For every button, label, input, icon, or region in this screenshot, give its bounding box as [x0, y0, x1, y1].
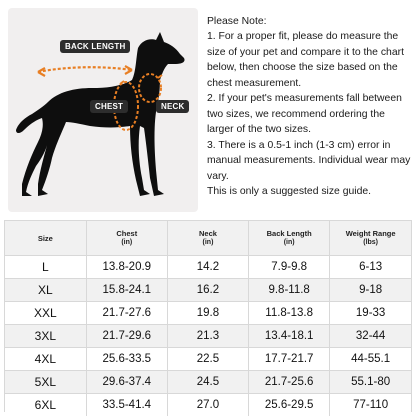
back-length-cell: 13.4-18.1 — [249, 325, 330, 348]
back-length-cell: 9.8-11.8 — [249, 279, 330, 302]
note-item-1: 1. For a proper fit, please do measure the size of your pet and compare it to the chart below, then choose the size based on the chest measurement. — [207, 31, 404, 89]
please-note-text — [207, 14, 411, 199]
table-row — [5, 256, 411, 279]
back-length-cell: 21.7-25.6 — [249, 371, 330, 394]
chest-cell: 15.8-24.1 — [86, 279, 167, 302]
note-item-2: 2. If your pet's measurements fall between two sizes, we recommend ordering the larger of the two sizes. — [207, 93, 402, 136]
size-cell: 3XL — [5, 325, 86, 348]
back-length-cell: 25.6-29.5 — [249, 394, 330, 416]
weight-cell: 55.1-80 — [330, 371, 411, 394]
table-row — [5, 325, 411, 348]
table-row — [5, 371, 411, 394]
size-chart-table — [4, 220, 412, 412]
weight-cell: 44-55.1 — [330, 348, 411, 371]
weight-cell: 77-110 — [330, 394, 411, 416]
chest-cell: 13.8-20.9 — [86, 256, 167, 279]
weight-cell: 19-33 — [330, 302, 411, 325]
header-neck: Neck (in) — [167, 221, 248, 256]
neck-label: NECK — [156, 100, 189, 113]
neck-cell: 14.2 — [167, 256, 248, 279]
measurement-diagram — [8, 8, 198, 212]
chest-cell: 33.5-41.4 — [86, 394, 167, 416]
note-footer: This is only a suggested size guide. — [207, 185, 372, 197]
neck-cell: 27.0 — [167, 394, 248, 416]
chest-cell: 21.7-29.6 — [86, 325, 167, 348]
weight-cell: 9-18 — [330, 279, 411, 302]
header-weight-range: Weight Range (lbs) — [330, 221, 411, 256]
back-length-cell: 17.7-21.7 — [249, 348, 330, 371]
chest-cell: 25.6-33.5 — [86, 348, 167, 371]
table-row — [5, 279, 411, 302]
size-cell: L — [5, 256, 86, 279]
table-row — [5, 348, 411, 371]
neck-cell: 19.8 — [167, 302, 248, 325]
chest-cell: 21.7-27.6 — [86, 302, 167, 325]
header-back-length: Back Length (in) — [249, 221, 330, 256]
chest-cell: 29.6-37.4 — [86, 371, 167, 394]
table-row — [5, 394, 411, 416]
size-cell: 5XL — [5, 371, 86, 394]
note-heading: Please Note: — [207, 16, 267, 27]
weight-cell: 32-44 — [330, 325, 411, 348]
header-chest: Chest (in) — [86, 221, 167, 256]
back-length-cell: 11.8-13.8 — [249, 302, 330, 325]
size-cell: 6XL — [5, 394, 86, 416]
note-item-3: 3. There is a 0.5-1 inch (1-3 cm) error in manual measurements. Individual wear may vary. — [207, 139, 411, 182]
size-cell: XL — [5, 279, 86, 302]
back-length-cell: 7.9-9.8 — [249, 256, 330, 279]
weight-cell: 6-13 — [330, 256, 411, 279]
table-row — [5, 302, 411, 325]
table-header-row — [5, 221, 411, 256]
size-cell: XXL — [5, 302, 86, 325]
chest-label: CHEST — [90, 100, 128, 113]
back-length-label: BACK LENGTH — [60, 40, 130, 53]
neck-cell: 16.2 — [167, 279, 248, 302]
neck-cell: 21.3 — [167, 325, 248, 348]
neck-cell: 22.5 — [167, 348, 248, 371]
header-size: Size — [5, 221, 86, 256]
dog-silhouette — [16, 32, 185, 196]
neck-cell: 24.5 — [167, 371, 248, 394]
size-cell: 4XL — [5, 348, 86, 371]
